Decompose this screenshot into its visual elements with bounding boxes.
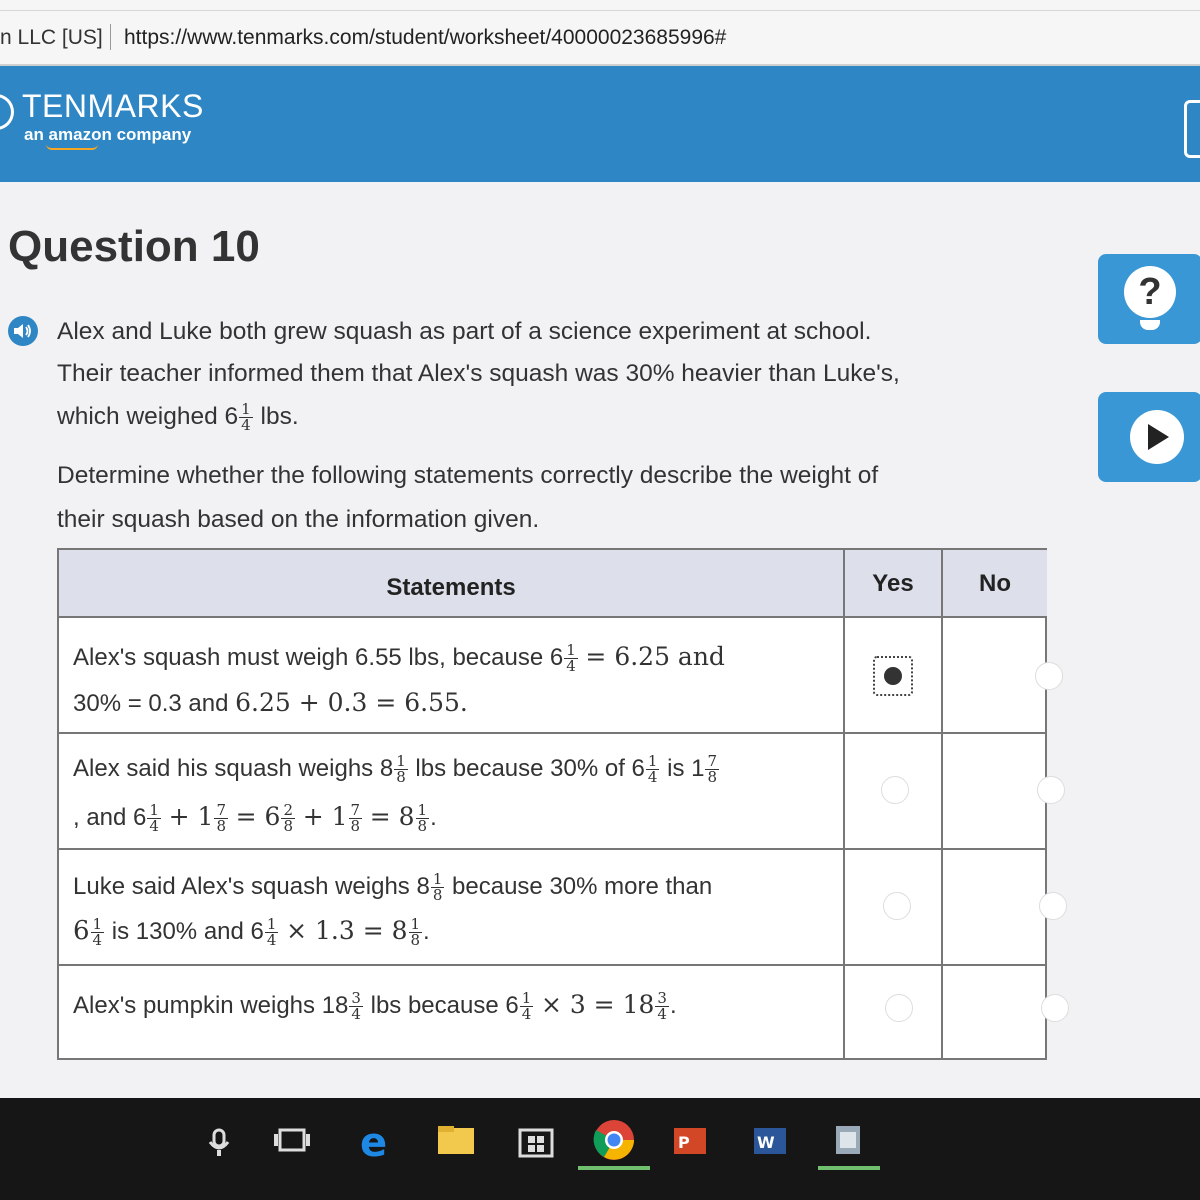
- statement-text: Alex's squash must weigh 6.55 lbs, because 6: [73, 644, 564, 671]
- no-radio[interactable]: [1037, 776, 1065, 804]
- statement-text: Luke said Alex's squash weighs 8: [73, 872, 430, 900]
- math-expression: + 1: [168, 802, 214, 831]
- column-header-label: Statements: [386, 574, 516, 601]
- no-cell: [943, 850, 1047, 964]
- lightbulb-base-icon: [1140, 320, 1160, 330]
- app-header: [0, 66, 1200, 182]
- question-text-segment: which weighed 6: [57, 402, 239, 430]
- brand-logo[interactable]: TENMARKS: [22, 88, 204, 124]
- play-video-button[interactable]: [1098, 392, 1200, 482]
- hint-button[interactable]: [1098, 254, 1200, 344]
- no-radio[interactable]: [1039, 892, 1067, 920]
- yes-cell: [845, 850, 943, 964]
- statement-text: 6.25 + 0.3 = 6.55.: [235, 688, 468, 717]
- tab-strip-line: [0, 10, 1200, 11]
- statement-text: lbs because 30% of 6: [415, 754, 645, 782]
- yes-radio[interactable]: [881, 776, 909, 804]
- word-icon[interactable]: [746, 1116, 794, 1164]
- yes-radio[interactable]: [885, 994, 913, 1022]
- fraction-one-eighth: $\frac{1}{8}$: [396, 752, 406, 786]
- statement-text: = 6.25 and: [585, 642, 725, 671]
- statement-line: [73, 754, 720, 785]
- play-icon: [1130, 410, 1184, 464]
- brand-tagline: an amazon company: [24, 125, 192, 144]
- table-row: [59, 850, 1047, 966]
- statement-text: lbs because 6: [370, 992, 519, 1019]
- amazon-smile-icon: [46, 144, 98, 150]
- column-header-statements: [59, 550, 845, 618]
- table-row: [59, 966, 1047, 1060]
- statement-line: [73, 642, 725, 674]
- statement-line: [73, 872, 712, 903]
- fraction-one-quarter: $\frac{1}{4}$: [92, 915, 103, 950]
- fraction-two-eighths: $\frac{2}{8}$: [283, 801, 294, 836]
- windows-taskbar: [0, 1098, 1200, 1200]
- store-icon[interactable]: [512, 1116, 560, 1164]
- instruction-text-line: their squash based on the information given.: [57, 506, 540, 533]
- statement-text: × 3 = 18: [540, 990, 655, 1019]
- statement-line: 6 $\frac{1}{4}$ is 130% and 6 $\frac{1}{4}$ × 1.3 = 8 $\frac{1}{8}$ .: [73, 915, 430, 950]
- no-cell: [943, 734, 1047, 848]
- fraction-one-quarter: $\frac{1}{4}$: [521, 989, 532, 1024]
- statement-cell: [59, 850, 845, 964]
- question-text-line: Alex and Luke both grew squash as part of a science experiment at school.: [57, 318, 872, 345]
- statement-text: is 1: [667, 754, 705, 782]
- svg-text:W: W: [757, 1133, 775, 1152]
- no-cell: [943, 966, 1047, 1060]
- browser-address-bar: [0, 0, 1200, 66]
- fraction-three-quarters: $\frac{3}{4}$: [351, 989, 361, 1024]
- task-view-icon[interactable]: [268, 1116, 316, 1164]
- svg-text:P: P: [678, 1133, 690, 1152]
- column-header-no: [943, 550, 1047, 618]
- microphone-icon[interactable]: [196, 1116, 244, 1164]
- question-title: Question 10: [8, 222, 260, 271]
- statement-cell: [59, 966, 845, 1060]
- site-identity-label[interactable]: n LLC [US]: [0, 26, 103, 49]
- url-field[interactable]: https://www.tenmarks.com/student/worksheet/40000023685996#: [124, 26, 727, 49]
- address-separator: [110, 24, 111, 50]
- fraction-one-eighth: $\frac{1}{8}$: [410, 915, 421, 950]
- yes-radio[interactable]: [883, 892, 911, 920]
- statement-text: 30% = 0.3 and: [73, 690, 229, 717]
- header-menu-button[interactable]: [1184, 100, 1200, 158]
- question-mark-icon: ?: [1124, 266, 1176, 318]
- no-cell: [943, 618, 1047, 732]
- column-header-label: Yes: [872, 570, 914, 597]
- statement-text: × 1.3 = 8: [286, 916, 408, 945]
- fraction-seven-eighths: $\frac{7}{8}$: [216, 801, 226, 836]
- statements-table: [57, 548, 1047, 1060]
- question-text-line: [57, 402, 299, 433]
- column-header-yes: [845, 550, 943, 618]
- fraction-one-quarter: $\frac{1}{4}$: [241, 400, 251, 434]
- fraction-one-quarter: $\frac{1}{4}$: [149, 801, 159, 836]
- fraction-one-quarter: $\frac{1}{4}$: [566, 641, 576, 676]
- powerpoint-icon[interactable]: [666, 1116, 714, 1164]
- yes-cell: [845, 966, 943, 1060]
- column-header-label: No: [979, 570, 1011, 597]
- logo-arc-icon: [0, 94, 14, 130]
- statement-line: Alex's pumpkin weighs 18 $\frac{3}{4}$ lbs because 6 $\frac{1}{4}$ × 3 = 18 $\frac{3}{4}$ .: [73, 989, 677, 1024]
- statement-line: [73, 688, 468, 718]
- fraction-one-eighth: $\frac{1}{8}$: [417, 801, 428, 836]
- no-radio[interactable]: [1041, 994, 1069, 1022]
- statement-text: because 30% more than: [452, 872, 713, 900]
- statement-text: , and 6: [73, 804, 147, 831]
- running-app-indicator: [818, 1166, 880, 1170]
- chrome-icon[interactable]: [590, 1116, 638, 1164]
- svg-text:e: e: [360, 1120, 388, 1164]
- no-radio[interactable]: [1035, 662, 1063, 690]
- instruction-text-line: Determine whether the following statements correctly describe the weight of: [57, 462, 879, 489]
- audio-speaker-icon[interactable]: [8, 316, 38, 346]
- statement-text: is 130% and 6: [111, 918, 264, 945]
- yes-radio[interactable]: [873, 656, 913, 696]
- edge-icon[interactable]: [352, 1116, 400, 1164]
- table-row: [59, 734, 1047, 850]
- math-expression: 6: [73, 916, 90, 946]
- fraction-three-quarters: $\frac{3}{4}$: [657, 989, 667, 1024]
- math-expression: = 8: [369, 802, 415, 831]
- table-row: [59, 618, 1047, 734]
- yes-cell: [845, 734, 943, 848]
- file-explorer-icon[interactable]: [432, 1116, 480, 1164]
- yes-cell: [845, 618, 943, 732]
- fraction-one-eighth: $\frac{1}{8}$: [432, 870, 443, 904]
- statement-text: Alex said his squash weighs 8: [73, 754, 394, 782]
- question-text-line: Their teacher informed them that Alex's squash was 30% heavier than Luke's,: [57, 360, 900, 387]
- app-icon[interactable]: [824, 1116, 872, 1164]
- statement-cell: [59, 618, 845, 732]
- active-app-indicator: [578, 1166, 650, 1170]
- statement-line: , and 6 $\frac{1}{4}$ + 1 $\frac{7}{8}$ = 6 $\frac{2}{8}$ + 1 $\frac{7}{8}$ = 8 $\frac{1}{8}$ .: [73, 801, 437, 836]
- math-expression: + 1: [302, 802, 348, 831]
- fraction-seven-eighths: $\frac{7}{8}$: [350, 801, 361, 836]
- statement-text: Alex's pumpkin weighs 18: [73, 992, 349, 1019]
- statement-cell: [59, 734, 845, 848]
- weight-unit: lbs.: [260, 402, 299, 430]
- math-expression: = 6: [235, 802, 281, 831]
- fraction-seven-eighths: $\frac{7}{8}$: [707, 752, 718, 786]
- fraction-one-quarter: $\frac{1}{4}$: [647, 752, 658, 786]
- fraction-one-quarter: $\frac{1}{4}$: [266, 915, 277, 950]
